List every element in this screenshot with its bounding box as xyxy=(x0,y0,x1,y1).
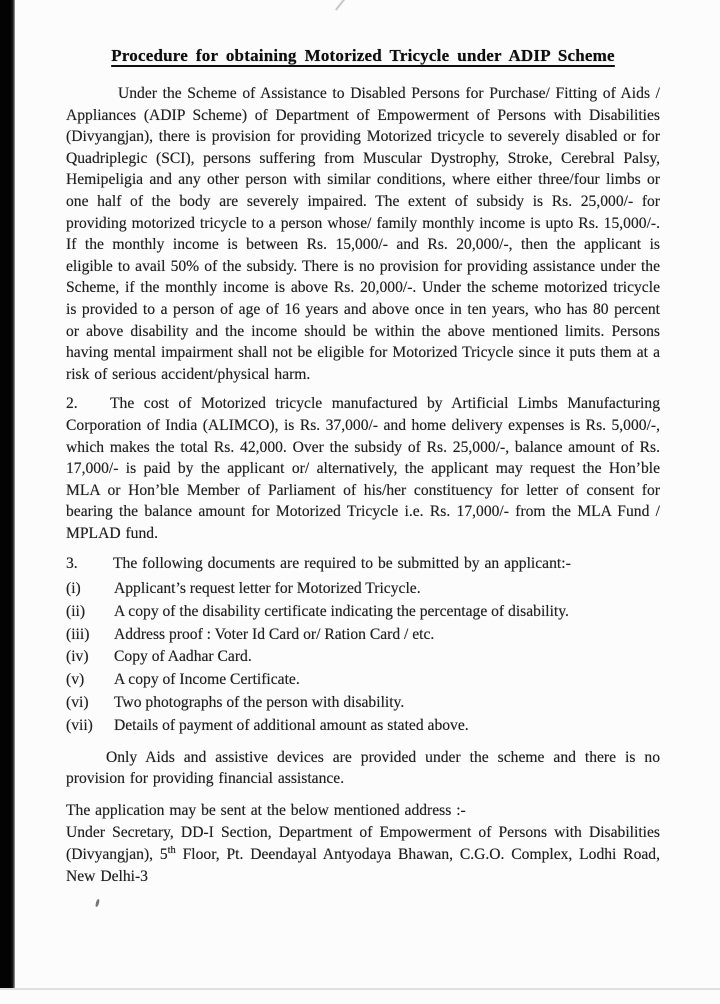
document-content xyxy=(66,46,660,887)
address-text-part1: Under Secretary, DD-I Section, Department of Empowerment of Persons with Disabilities (Divyangjan), 5 xyxy=(66,824,660,864)
list-item-text: Address proof : Voter Id Card or/ Ration Card / etc. xyxy=(114,625,435,643)
list-item-text: Details of payment of additional amount as stated above. xyxy=(114,716,469,734)
scan-speck xyxy=(95,899,100,907)
documents-list xyxy=(66,578,660,738)
note-paragraph: Only Aids and assistive devices are provided under the scheme and there is no provision for providing financial assistance. xyxy=(66,748,660,788)
list-item xyxy=(66,692,660,715)
list-item-text: Two photographs of the person with disability. xyxy=(114,694,405,712)
item-3-text: The following documents are required to be submitted by an applicant:- xyxy=(113,555,571,573)
list-marker: (iii) xyxy=(66,625,90,643)
list-item-text: A copy of the disability certificate indicating the percentage of disability. xyxy=(114,602,569,620)
list-item xyxy=(66,646,660,669)
list-item xyxy=(66,601,660,624)
item-3-heading xyxy=(66,553,660,575)
intro-paragraph: Under the Scheme of Assistance to Disabled Persons for Purchase/ Fitting of Aids / Appliances (ADIP Scheme) of Department of Empowerment of Persons with Disabilities (Divyangjan), there is provision for providing Motorized tricycle to severely disabled or for Quadriplegic (SCI), persons suffering from Muscular Dystrophy, Stroke, Cerebral Palsy, Hemipeligia and any other person with similar conditions, where either three/four limbs or one half of the body are severely impaired. The extent of subsidy is Rs. 25,000/- for providing motorized tricycle to a person whose/ family monthly income is upto Rs. 15,000/-. If the monthly income is between Rs. 15,000/- and Rs. 20,000/-, then the applicant is eligible to avail 50% of the subsidy. There is no provision for providing assistance under the Scheme, if the monthly income is above Rs. 20,000/-. Under the scheme motorized tricycle is provided to a person of age of 16 years and above once in ten years, who has 80 percent or above disability and the income should be within the above mentioned limits. Persons having mental impairment shall not be eligible for Motorized Tricycle since it puts them at a risk of serious accident/physical harm. xyxy=(66,85,660,383)
list-marker: (vii) xyxy=(66,716,93,734)
item-2-paragraph xyxy=(66,393,660,544)
list-item-text: Applicant’s request letter for Motorized Tricycle. xyxy=(114,580,421,598)
address-paragraph xyxy=(66,822,660,887)
list-item-text: Copy of Aadhar Card. xyxy=(114,648,252,666)
list-marker: (iv) xyxy=(66,648,89,666)
page-bottom-edge xyxy=(0,988,720,990)
scan-edge-strip xyxy=(0,0,15,988)
list-marker: (ii) xyxy=(66,602,86,620)
item-3-number: 3. xyxy=(66,555,78,573)
document-title: Procedure for obtaining Motorized Tricycle under ADIP Scheme xyxy=(111,46,615,65)
floor-superscript: th xyxy=(167,844,176,856)
list-item xyxy=(66,578,660,601)
address-intro: The application may be sent at the below mentioned address :- xyxy=(66,801,466,819)
list-item xyxy=(66,669,660,692)
list-marker: (vi) xyxy=(66,694,89,712)
list-marker: (v) xyxy=(66,671,85,689)
item-2-text: The cost of Motorized tricycle manufactured by Artificial Limbs Manufacturing Corporation of India (ALIMCO), is Rs. 37,000/- and home delivery expenses is Rs. 5,000/-, which makes the total Rs. 42,000. Over the subsidy of Rs. 25,000/-, balance amount of Rs. 17,000/- is paid by the applicant or/ alternatively, the applicant may request the Hon’ble MLA or Hon’ble Member of Parliament of his/her constituency for letter of consent for bearing the balance amount for Motorized Tricycle i.e. Rs. 17,000/- from the MLA Fund / MPLAD fund. xyxy=(66,395,660,542)
list-item xyxy=(66,624,660,647)
list-marker: (i) xyxy=(66,580,81,598)
item-2-number: 2. xyxy=(66,395,78,413)
scan-pen-mark xyxy=(335,0,347,11)
list-item xyxy=(66,715,660,738)
list-item-text: A copy of Income Certificate. xyxy=(114,671,300,689)
address-text-part2: Floor, Pt. Deendayal Antyodaya Bhawan, C.G.O. Complex, Lodhi Road, New Delhi-3 xyxy=(66,846,660,885)
